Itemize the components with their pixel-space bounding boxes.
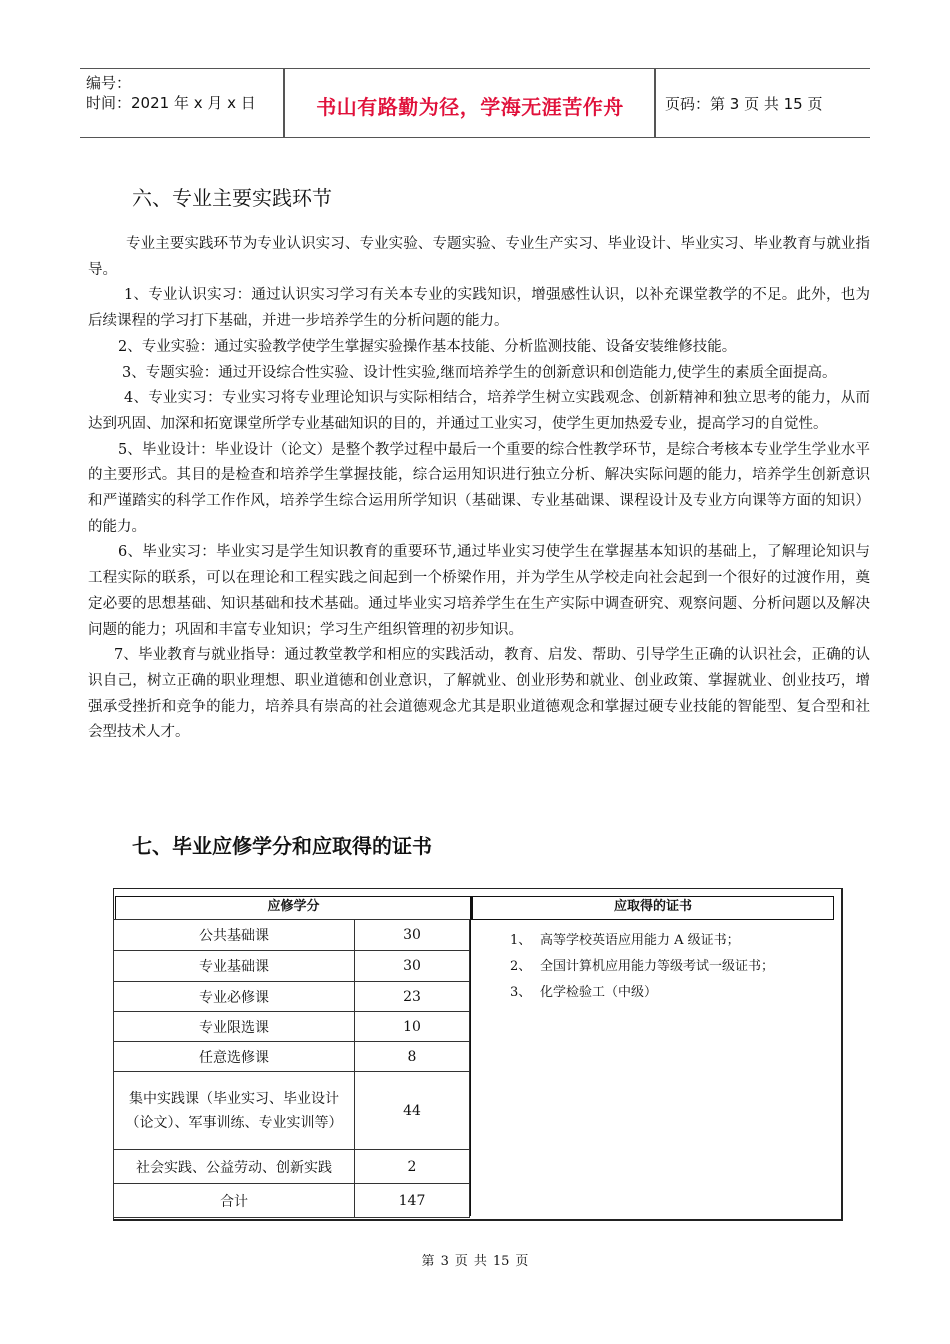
page-header xyxy=(80,68,870,138)
course-name: 公共基础课 xyxy=(114,920,355,951)
paragraph: 2、专业实验：通过实验教学使学生掌握实验操作基本技能、分析监测技能、设备安装维修技能。 xyxy=(118,338,737,355)
course-name: 合计 xyxy=(114,1184,355,1218)
credit-value: 23 xyxy=(355,982,470,1012)
credit-value: 30 xyxy=(355,920,470,951)
cert-number: 2、 xyxy=(510,959,532,974)
footer-current-page: 3 xyxy=(440,1254,449,1269)
list-item xyxy=(510,980,774,1006)
header-meta xyxy=(86,73,286,113)
date-label: 时间：2021 年 x 月 x 日 xyxy=(86,94,256,112)
credit-value: 44 xyxy=(355,1072,470,1150)
certificate-list xyxy=(510,928,774,1006)
paragraph: 专业主要实践环节为专业认识实习、专业实验、专题实验、专业生产实习、毕业设计、毕业实习、毕业教育与就业指导。 xyxy=(88,236,870,278)
course-name: 集中实践课（毕业实习、毕业设计（论文）、军事训练、专业实训等） xyxy=(114,1072,355,1150)
cert-text: 高等学校英语应用能力 A 级证书； xyxy=(540,933,740,948)
cert-text: 全国计算机应用能力等级考试一级证书； xyxy=(540,959,775,974)
table-row xyxy=(114,1072,470,1150)
table-row xyxy=(114,1012,470,1042)
course-name: 社会实践、公益劳动、创新实践 xyxy=(114,1150,355,1184)
footer-total-pages: 15 xyxy=(492,1254,510,1269)
paragraph: 1、专业认识实习：通过认识实习学习有关本专业的实践知识，增强感性认识，以补充课堂教学的不足。此外，也为后续课程的学习打下基础，并进一步培养学生的分析问题的能力。 xyxy=(88,287,870,330)
course-name: 专业限选课 xyxy=(114,1012,355,1042)
section-6-title: 六、专业主要实践环节 xyxy=(132,186,332,210)
certificates-header: 应取得的证书 xyxy=(472,896,834,920)
cert-number: 3、 xyxy=(510,985,532,1000)
header-motto: 书山有路勤为径，学海无涯苦作舟 xyxy=(316,95,624,119)
page-footer xyxy=(0,1250,950,1269)
paragraph: 6、毕业实习：毕业实习是学生知识教育的重要环节,通过毕业实习使学生在掌握基本知识的基础上，了解理论知识与工程实际的联系，可以在理论和工程实践之间起到一个桥梁作用，并为学生从学校走向社会起到一个很好的过渡作用，奠定必要的思想基础、知识基础和技术基础。通过毕业实习培养学生在生产实际中调查研究、观察问题、分析问题以及解决问题的能力；巩固和丰富专业知识；学习生产组织管理的初步知识。 xyxy=(88,544,870,638)
table-row xyxy=(114,951,470,982)
cert-text: 化学检验工（中级） xyxy=(540,985,658,1000)
footer-mid1: 页 xyxy=(454,1254,468,1269)
credit-value: 2 xyxy=(355,1150,470,1184)
cert-number: 1、 xyxy=(510,933,532,948)
table-row xyxy=(114,982,470,1012)
credit-value: 8 xyxy=(355,1042,470,1072)
footer-suffix: 页 xyxy=(515,1254,529,1269)
credit-value: 30 xyxy=(355,951,470,982)
section-6-body xyxy=(88,232,870,746)
header-divider xyxy=(654,69,656,137)
footer-prefix: 第 xyxy=(421,1254,435,1269)
table-divider xyxy=(470,896,471,1216)
table-row xyxy=(114,1150,470,1184)
header-page-info: 页码：第 3 页 共 15 页 xyxy=(665,95,823,113)
footer-mid2: 共 xyxy=(473,1254,487,1269)
table-row xyxy=(114,1184,470,1218)
credits-header: 应修学分 xyxy=(115,896,472,920)
course-name: 专业基础课 xyxy=(114,951,355,982)
credits-table xyxy=(113,919,470,1218)
serial-label: 编号： xyxy=(86,74,132,92)
credit-value: 147 xyxy=(355,1184,470,1218)
section-7-title: 七、毕业应修学分和应取得的证书 xyxy=(132,834,432,858)
credit-value: 10 xyxy=(355,1012,470,1042)
course-name: 任意选修课 xyxy=(114,1042,355,1072)
paragraph: 5、毕业设计：毕业设计（论文）是整个教学过程中最后一个重要的综合性教学环节，是综合考核本专业学生学业水平的主要形式。其目的是检查和培养学生掌握技能，综合运用知识进行独立分析、解决实际问题的能力，培养学生创新意识和严谨踏实的科学工作作风，培养学生综合运用所学知识（基础课、专业基础课、课程设计及专业方向课等方面的知识）的能力。 xyxy=(88,441,870,535)
course-name: 专业必修课 xyxy=(114,982,355,1012)
list-item xyxy=(510,928,774,954)
paragraph: 3、专题实验：通过开设综合性实验、设计性实验,继而培养学生的创新意识和创造能力,使学生的素质全面提高。 xyxy=(122,364,837,381)
list-item xyxy=(510,954,774,980)
table-row xyxy=(114,920,470,951)
paragraph: 4、专业实习：专业实习将专业理论知识与实际相结合，培养学生树立实践观念、创新精神和独立思考的能力，从而达到巩固、加深和拓宽课堂所学专业基础知识的目的，并通过工业实习，使学生更加热爱专业，提高学习的自觉性。 xyxy=(88,390,870,432)
paragraph: 7、毕业教育与就业指导：通过教堂教学和相应的实践活动，教育、启发、帮助、引导学生正确的认识社会，正确的认识自己，树立正确的职业理想、职业道德和创业意识，了解就业、创业形势和就业、创业政策、掌握就业、创业技巧，增强承受挫折和竞争的能力，培养具有崇高的社会道德观念尤其是职业道德观念和掌握过硬专业技能的智能型、复合型和社会型技术人才。 xyxy=(88,647,870,741)
table-row xyxy=(114,1042,470,1072)
